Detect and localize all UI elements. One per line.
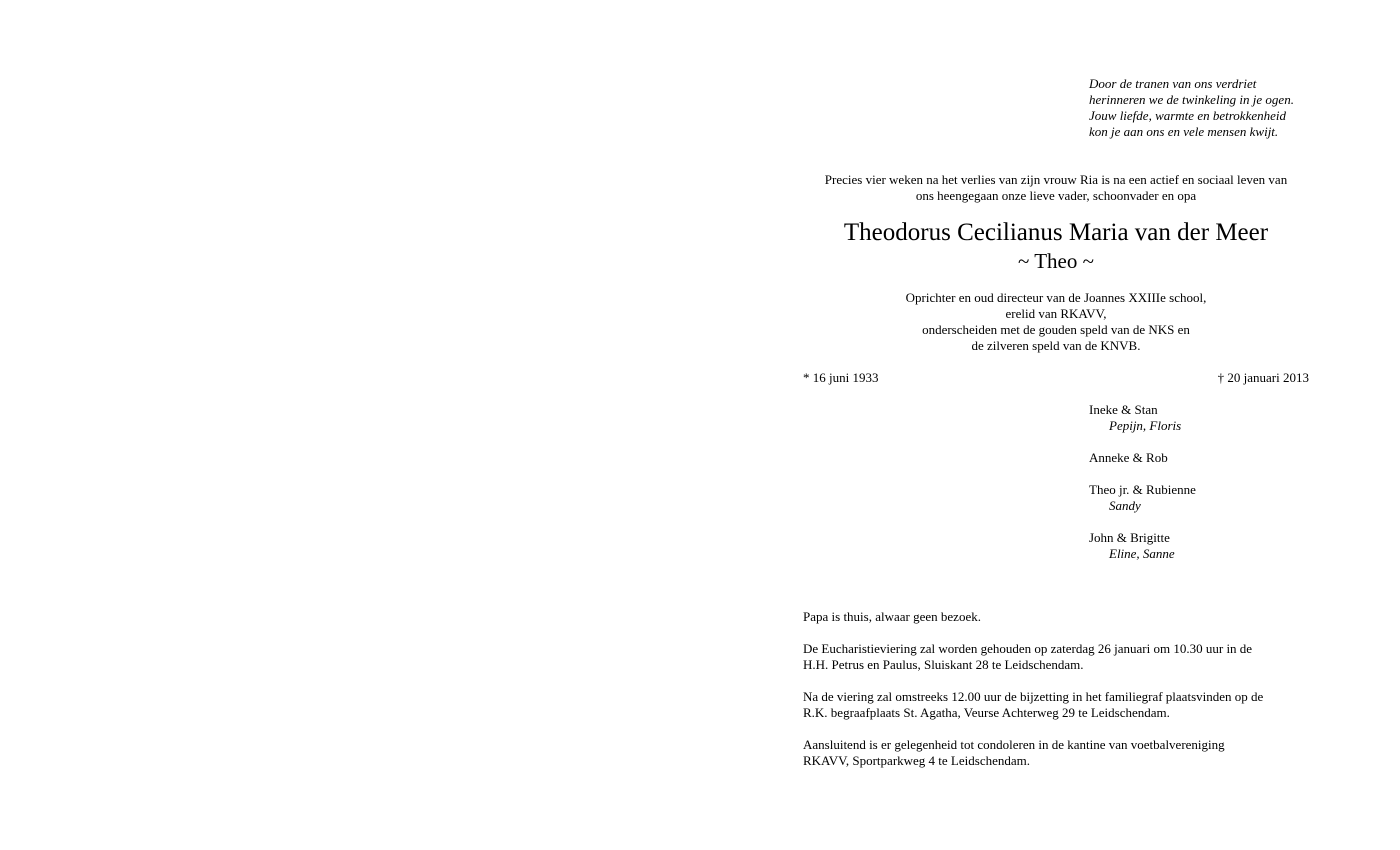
- family-children: Pepijn, Floris: [1109, 418, 1182, 433]
- notice-line: RKAVV, Sportparkweg 4 te Leidschendam.: [803, 753, 1030, 768]
- family-couple: Theo jr. & Rubienne: [1089, 482, 1196, 497]
- family-entry: [1089, 450, 1196, 466]
- intro-text: [803, 172, 1309, 204]
- family-children: Eline, Sanne: [1109, 546, 1175, 561]
- notice-line: Aansluitend is er gelegenheid tot condoleren in de kantine van voetbalvereniging: [803, 737, 1225, 752]
- funeral-notices: [803, 609, 1309, 785]
- family-couple: Anneke & Rob: [1089, 450, 1168, 465]
- notice-burial: [803, 689, 1309, 721]
- poem: [1089, 76, 1294, 140]
- notice-visit: [803, 609, 1309, 625]
- notice-line: Na de viering zal omstreeks 12.00 uur de bijzetting in het familiegraf plaatsvinden op de: [803, 689, 1264, 704]
- notice-line: De Eucharistieviering zal worden gehouden op zaterdag 26 januari om 10.30 uur in de: [803, 641, 1253, 656]
- intro-line: ons heengegaan onze lieve vader, schoonvader en opa: [915, 188, 1197, 203]
- birth-date: * 16 juni 1933: [803, 370, 879, 385]
- poem-line: kon je aan ons en vele mensen kwijt.: [1089, 124, 1279, 139]
- poem-line: herinneren we de twinkeling in je ogen.: [1089, 92, 1294, 107]
- family-couple: John & Brigitte: [1089, 530, 1170, 545]
- notice-line: H.H. Petrus en Paulus, Sluiskant 28 te Leidschendam.: [803, 657, 1084, 672]
- family-couple: Ineke & Stan: [1089, 402, 1158, 417]
- family-children: Sandy: [1109, 498, 1141, 513]
- deceased-full-name: Theodorus Cecilianus Maria van der Meer: [843, 219, 1269, 246]
- merit-line: de zilveren speld van de KNVB.: [971, 338, 1141, 353]
- merit-line: onderscheiden met de gouden speld van de NKS en: [922, 322, 1190, 337]
- family-list: [1089, 402, 1196, 578]
- family-entry: [1089, 530, 1196, 562]
- notice-condolences: [803, 737, 1309, 769]
- merit-line: erelid van RKAVV,: [1005, 306, 1107, 321]
- deceased-nickname: ~ Theo ~: [1018, 249, 1094, 273]
- poem-line: Jouw liefde, warmte en betrokkenheid: [1089, 108, 1286, 123]
- notice-line: Papa is thuis, alwaar geen bezoek.: [803, 609, 981, 624]
- family-entry: [1089, 402, 1196, 434]
- death-date: † 20 januari 2013: [1217, 370, 1309, 385]
- family-entry: [1089, 482, 1196, 514]
- notice-mass: [803, 641, 1309, 673]
- poem-line: Door de tranen van ons verdriet: [1089, 76, 1257, 91]
- merit-line: Oprichter en oud directeur van de Joannes XXIIIe school,: [905, 290, 1207, 305]
- merits: [803, 290, 1309, 354]
- intro-line: Precies vier weken na het verlies van zijn vrouw Ria is na een actief en sociaal leven van: [824, 172, 1288, 187]
- notice-line: R.K. begraafplaats St. Agatha, Veurse Achterweg 29 te Leidschendam.: [803, 705, 1170, 720]
